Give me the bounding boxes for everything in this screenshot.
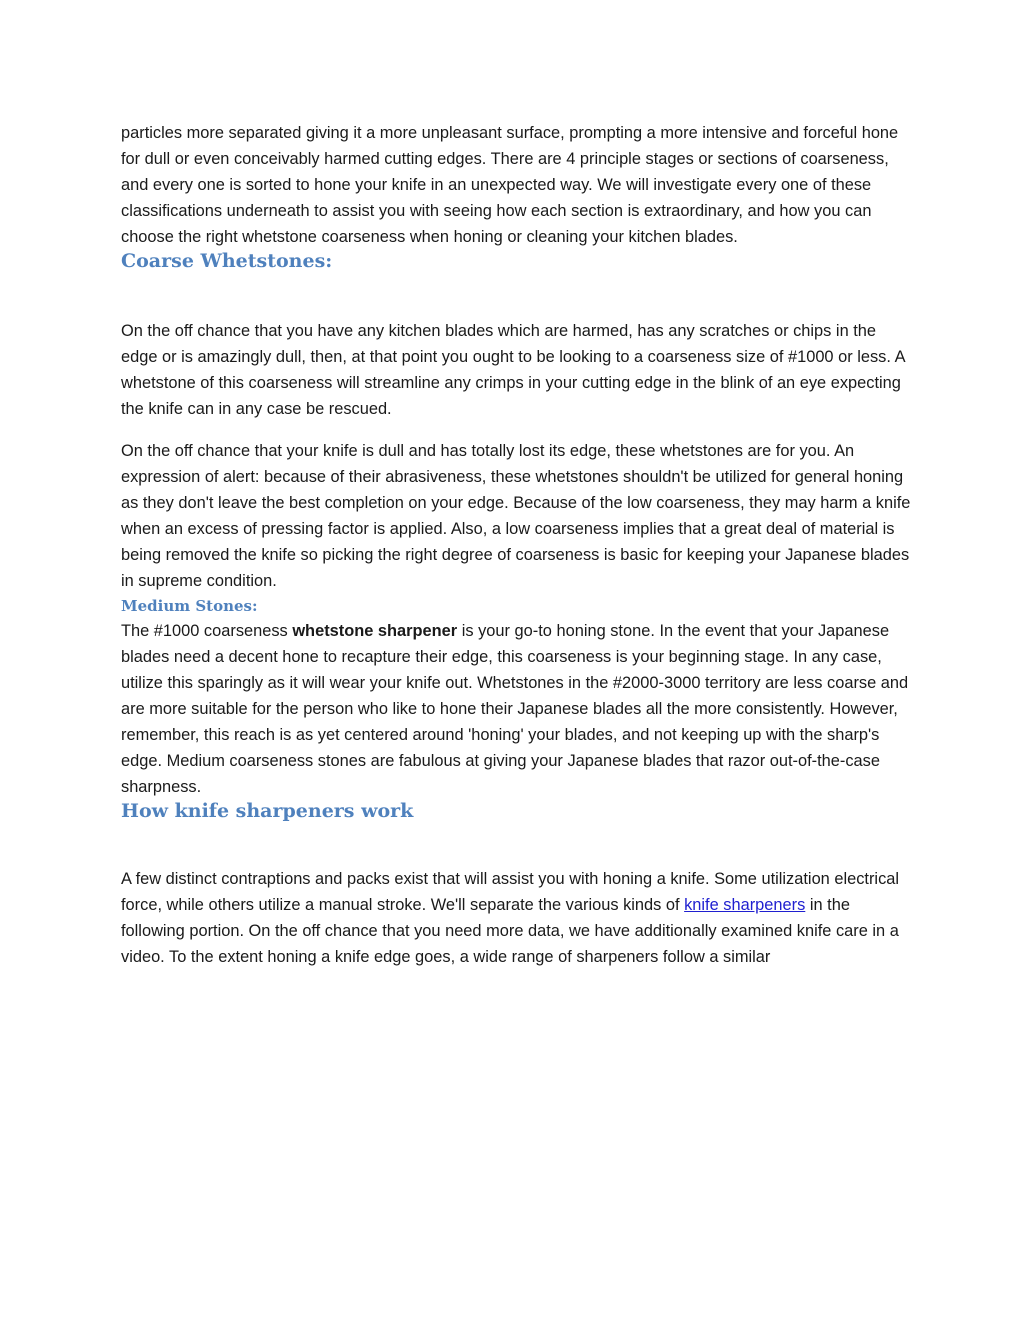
page-content xyxy=(121,120,911,970)
coarse-whetstones-heading: Coarse Whetstones: xyxy=(121,250,333,272)
medium-text-before: The #1000 coarseness xyxy=(121,622,293,640)
how-text-after: in the following portion. On the off chance that you need more data, we have additionally examined knife care in a video. To the extent honing a knife edge goes, a wide range of sharpeners follow a similar xyxy=(121,896,899,966)
how-sharpeners-work-heading: How knife sharpeners work xyxy=(121,800,414,822)
knife-sharpeners-link[interactable]: knife sharpeners xyxy=(684,896,806,914)
coarse-paragraph-2: On the off chance that your knife is dull and has totally lost its edge, these whetstones are for you. An expression of alert: because of their abrasiveness, these whetstones shouldn't be utilized for general honing as they don't leave the best completion on your edge. Because of the low coarseness, they may harm a knife when an excess of pressing factor is applied. Also, a low coarseness implies that a great deal of material is being removed the knife so picking the right degree of coarseness is basic for keeping your Japanese blades in supreme condition. xyxy=(121,442,911,590)
medium-paragraph xyxy=(121,618,911,800)
how-paragraph xyxy=(121,866,911,970)
medium-stones-heading: Medium Stones: xyxy=(121,597,258,615)
intro-paragraph: particles more separated giving it a more unpleasant surface, prompting a more intensive and forceful hone for dull or even conceivably harmed cutting edges. There are 4 principle stages or sections of coarseness, and every one is sorted to hone your knife in an unexpected way. We will investigate every one of these classifications underneath to assist you with seeing how each section is extraordinary, and how you can choose the right whetstone coarseness when honing or cleaning your kitchen blades. xyxy=(121,124,899,246)
whetstone-sharpener-bold: whetstone sharpener xyxy=(292,622,458,640)
medium-text-after: is your go-to honing stone. In the event that your Japanese blades need a decent hone to recapture their edge, this coarseness is your beginning stage. In any case, utilize this sparingly as it will wear your knife out. Whetstones in the #2000-3000 territory are less coarse and are more suitable for the person who like to hone their Japanese blades all the more consistently. However, remember, this reach is as yet centered around 'honing' your blades, and not keeping up with the sharp's edge. Medium coarseness stones are fabulous at giving your Japanese blades that razor out-of-the-case sharpness. xyxy=(121,622,909,796)
how-text-before: A few distinct contraptions and packs exist that will assist you with honing a knife. Some utilization electrical force, while others utilize a manual stroke. We'll separate the various kinds of xyxy=(121,870,900,914)
coarse-paragraph-1: On the off chance that you have any kitchen blades which are harmed, has any scratches or chips in the edge or is amazingly dull, then, at that point you ought to be looking to a coarseness size of #1000 or less. A whetstone of this coarseness will streamline any crimps in your cutting edge in the blink of an eye expecting the knife can in any case be rescued. xyxy=(121,322,905,418)
